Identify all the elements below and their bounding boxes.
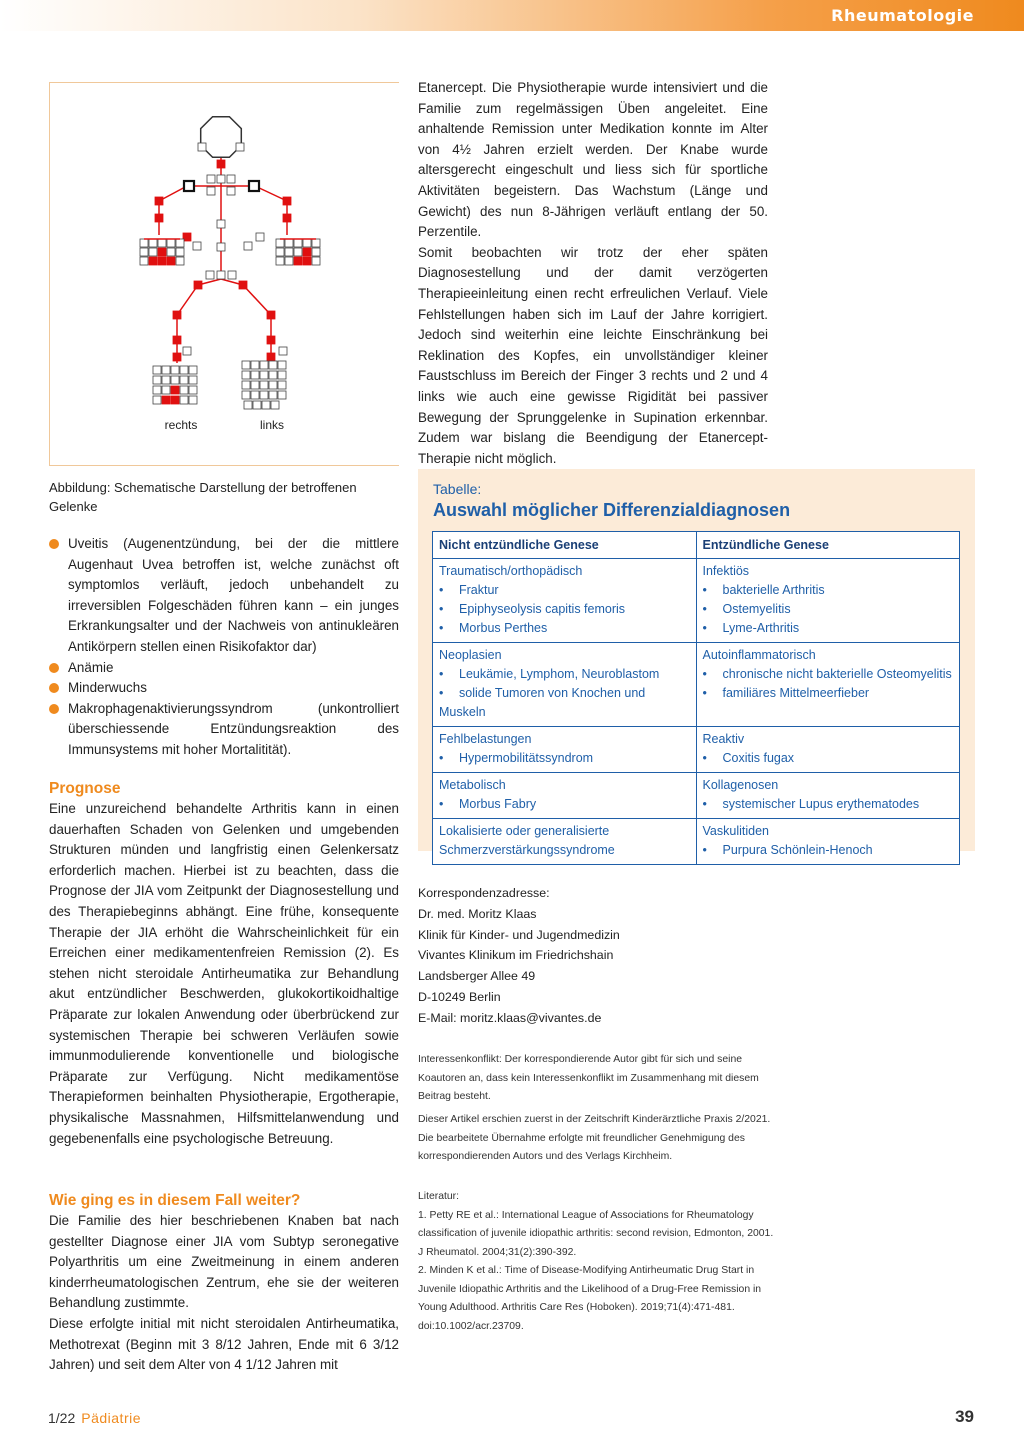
joint <box>285 248 293 256</box>
bullet-dot-icon <box>49 539 59 549</box>
list-item: Uveitis (Augenentzündung, bei der die mittlere Augenhaut Uvea betroffen ist, welche zunächst oft symptomlos verläuft, jedoch unbehandelt zu irreversiblen Folgeschäden führen kann – ein junges Erkrankungsalter und der Nachweis von antinukleären Antikörpern stellen einen Risikofaktor dar) <box>49 534 399 658</box>
table-cell <box>433 773 697 819</box>
joint <box>279 347 287 355</box>
table-cell <box>433 819 697 865</box>
joint <box>244 242 252 250</box>
shoulder-joint <box>249 181 259 191</box>
joint <box>244 401 252 409</box>
joint <box>278 371 286 379</box>
joint <box>206 271 214 279</box>
bullet-icon: • <box>439 751 444 765</box>
affected-joint <box>167 257 175 265</box>
joint <box>260 361 268 369</box>
joint <box>207 175 215 183</box>
category-title: Neoplasien <box>439 648 502 662</box>
joint <box>242 381 250 389</box>
joint <box>189 386 197 394</box>
joint <box>153 366 161 374</box>
joint <box>189 396 197 404</box>
address-line: D-10249 Berlin <box>418 989 501 1004</box>
affected-joint <box>283 197 291 205</box>
bullet-icon: • <box>439 583 444 597</box>
case-paragraph: Diese erfolgte initial mit nicht steroidalen Antirheumatika, Methotrexat (Beginn mit 3 8/12 Jahren, Ende mit 6 3/12 Jahren) und seit dem Alter von 4 1/12 Jahren mit <box>49 1315 399 1373</box>
bullet-icon: • <box>702 667 707 681</box>
table-cell <box>433 727 697 773</box>
page-number: 39 <box>955 1407 974 1426</box>
joint <box>153 386 161 394</box>
joint <box>180 366 188 374</box>
table-body <box>433 559 960 865</box>
table-cell <box>433 559 697 643</box>
joint <box>260 391 268 399</box>
joint <box>158 239 166 247</box>
diagnosis-item: • Lyme-Arthritis <box>703 619 954 638</box>
case-section <box>49 1191 399 1376</box>
joint <box>236 143 244 151</box>
joint-diagram <box>50 83 400 467</box>
joint <box>285 239 293 247</box>
joint <box>180 376 188 384</box>
category-title: Kollagenosen <box>702 778 779 792</box>
label-links: links <box>259 418 285 432</box>
joint <box>285 257 293 265</box>
joint <box>271 401 279 409</box>
joint <box>276 248 284 256</box>
joint <box>262 401 270 409</box>
joint <box>183 347 191 355</box>
joint <box>140 239 148 247</box>
bullet-icon: • <box>702 843 707 857</box>
bullet-dot-icon <box>49 683 59 693</box>
table-cell <box>433 643 697 727</box>
joint <box>189 366 197 374</box>
correspondence-block <box>418 883 778 1029</box>
joint <box>176 239 184 247</box>
category-title: Fehlbelastungen <box>439 732 532 746</box>
joint <box>162 376 170 384</box>
bone-line <box>243 285 271 315</box>
case-paragraph: Die Familie des hier beschriebenen Knaben bat nach gestellter Diagnose einer JIA vom Subtyp seronegative Polyarthritis um eine Zweitmeinung in einem anderen kinderrheumatologischen Zentrum, ehe sie der weiteren Behandlung zustimmte. <box>49 1213 399 1311</box>
joint <box>167 248 175 256</box>
joint <box>176 248 184 256</box>
affected-joint <box>239 281 247 289</box>
joint <box>242 391 250 399</box>
table-row <box>433 559 960 643</box>
diagnosis-item: • solide Tumoren von Knochen und Muskeln <box>439 686 646 719</box>
address-line: Klinik für Kinder- und Jugendmedizin <box>418 927 620 942</box>
address-line: Dr. med. Moritz Klaas <box>418 906 537 921</box>
table-title: Auswahl möglicher Differenzialdiagnosen <box>433 500 791 520</box>
bullet-icon: • <box>439 602 444 616</box>
table-header-row <box>433 532 960 559</box>
joint <box>217 175 225 183</box>
joint <box>227 187 235 195</box>
literature-item: 1. Petty RE et al.: International League of Associations for Rheumatology classification of juvenile idiopathic arthritis: second revision, Edmonton, 2001. J Rheumatol. 2004;31(2):390-392. <box>418 1209 774 1258</box>
diagnosis-item: • Leukämie, Lymphom, Neuroblastom <box>439 665 690 684</box>
table-cell <box>696 773 960 819</box>
table-cell <box>696 819 960 865</box>
origin-statement: Dieser Artikel erschien zuerst in der Zeitschrift Kinderärztliche Praxis 2/2021. Die bearbeitete Übernahme erfolgte mit freundlicher Genehmigung des korrespondierenden Autors und des Verlags Kirchheim. <box>418 1114 771 1162</box>
figure-caption: Abbildung: Schematische Darstellung der betroffenen Gelenke <box>49 480 357 514</box>
joint <box>228 271 236 279</box>
joint <box>242 371 250 379</box>
joint <box>278 391 286 399</box>
joint <box>176 257 184 265</box>
affected-joint <box>155 214 163 222</box>
joint <box>193 242 201 250</box>
joint <box>278 361 286 369</box>
bullet-icon: • <box>439 621 444 635</box>
diagnosis-item: • Morbus Fabry <box>439 795 690 814</box>
issue-number: 1/22 <box>48 1410 76 1426</box>
table-kicker: Tabelle: <box>433 481 482 497</box>
bullet-icon: • <box>702 621 707 635</box>
shoulder-joint <box>184 181 194 191</box>
diagnosis-item: • systemischer Lupus erythematodes <box>703 795 954 814</box>
bullet-icon: • <box>702 602 707 616</box>
differential-diagnosis-table <box>432 531 960 865</box>
footer-issue <box>48 1410 141 1426</box>
affected-joint <box>267 311 275 319</box>
affected-joint <box>158 257 166 265</box>
joint <box>269 371 277 379</box>
table-row <box>433 727 960 773</box>
case-heading: Wie ging es in diesem Fall weiter? <box>49 1192 301 1209</box>
body-paragraph: Somit beobachten wir trotz der eher späten Diagnosestellung und der damit verzögerten Therapieeinleitung einen recht erfreulichen Verlauf. Viele Fehlstellungen haben sich im Lauf der Jahre korrigiert. Jedoch sind weiterhin eine leichte Einschränkung bei Reklination des Kopfes, ein unvollständiger kleiner Faustschluss im Bereich der Finger 3 rechts und 2 und 4 links wie auch eine gewisse Rigidität bei passiver Bewegung der Sprunggelenke in Supination erkennbar. Zudem war bislang die Beendigung der Etanercept-Therapie nicht möglich. <box>418 244 768 466</box>
affected-joint <box>303 248 311 256</box>
category-title: Vaskulitiden <box>702 824 769 838</box>
case-continuation <box>418 78 768 469</box>
correspondence-heading: Korrespondenzadresse: <box>418 886 550 900</box>
body-paragraph: Etanercept. Die Physiotherapie wurde intensiviert und die Familie zum regelmässigen Üben angeleitet. Eine anhaltende Remission unter Medikation konnte im Alter von 4½ Jahren erzielt werden. Der Knabe wurde altersgerecht eingeschult und liess sich für sportliche Aktivitäten begeistern. Das Wachstum (Länge und Gewicht) des nun 8-Jährigen verläuft entlang der 50. Perzentile. <box>418 80 768 240</box>
bullet-icon: • <box>702 686 707 700</box>
prognose-text: Eine unzureichend behandelte Arthritis kann in einen dauerhaften Schaden von Gelenken und umgebenden Strukturen münden und langfristig einen Gelenkersatz erforderlich machen. Hierbei ist zu beachten, dass die Prognose der JIA vom Zeitpunkt der Diagnosestellung und des Therapiebeginns abhängt. Eine frühe, konsequente Therapie der JIA erhöht die Wahrscheinlichkeit für ein Erreichen einer medikamentenfreien Remission (2). Es stehen nicht steroidale Antirheumatika zur Behandlung akut entzündlicher Beschwerden, glukokortikoidhaltige Präparate zur lokalen Anwendung oder überbrückend zur systemischen Therapie bei schweren Verläufen sowie immunmodulierende konventionelle und biologische Präparate zur Verfügung. Nicht medikamentöse Therapieformen beinhalten Physiotherapie, Ergotherapie, physikalische Massnahmen, Hilfsmittelanwendung und gegebenenfalls eine psychologische Betreuung. <box>49 801 399 1146</box>
diagnosis-item: • Morbus Perthes <box>439 619 690 638</box>
affected-joint <box>267 336 275 344</box>
joint <box>260 381 268 389</box>
joint <box>149 239 157 247</box>
table-row <box>433 819 960 865</box>
table-cell <box>696 727 960 773</box>
joint <box>227 175 235 183</box>
bullet-icon: • <box>702 583 707 597</box>
diagnosis-item: • chronische nicht bakterielle Osteomyelitis <box>703 665 954 684</box>
affected-joint <box>194 281 202 289</box>
bullet-dot-icon <box>49 663 59 673</box>
affected-joint <box>149 257 157 265</box>
joint <box>276 257 284 265</box>
joint <box>276 239 284 247</box>
affected-joint <box>283 214 291 222</box>
affected-joint <box>294 257 302 265</box>
joint-figure <box>49 82 399 466</box>
table-row <box>433 643 960 727</box>
joint <box>162 386 170 394</box>
literature-heading: Literatur: <box>418 1191 460 1202</box>
diagnosis-item: • familiäres Mittelmeerfieber <box>703 684 954 703</box>
table-cell <box>696 643 960 727</box>
affected-joint <box>217 160 225 168</box>
joint <box>312 239 320 247</box>
joint <box>189 376 197 384</box>
joint <box>253 401 261 409</box>
affected-joint <box>267 353 275 361</box>
joint <box>269 391 277 399</box>
conflict-statement: Interessenkonflikt: Der korrespondierende Autor gibt für sich und seine Koautoren an, dass kein Interessenkonflikt im Zusammenhang mit diesem Beitrag besteht. <box>418 1054 759 1102</box>
list-item: Makrophagenaktivierungssyndrom (unkontrolliert überschiessende Entzündungsreaktion des Immunsystems mit hoher Mortalitität). <box>49 699 399 761</box>
bullet-dot-icon <box>49 704 59 714</box>
diagnosis-item: • bakterielle Arthritis <box>703 581 954 600</box>
affected-joint <box>171 386 179 394</box>
joint <box>217 220 225 228</box>
magazine-name: Pädiatrie <box>81 1410 142 1426</box>
bullet-icon: • <box>439 667 444 681</box>
diagnosis-item: • Fraktur <box>439 581 690 600</box>
joint <box>207 187 215 195</box>
section-title: Rheumatologie <box>831 6 974 25</box>
category-title: Traumatisch/orthopädisch <box>439 564 583 578</box>
joint <box>242 361 250 369</box>
bullet-icon: • <box>702 751 707 765</box>
joint <box>167 239 175 247</box>
literature-item: 2. Minden K et al.: Time of Disease-Modifying Antirheumatic Drug Start in Juvenile Idiopathic Arthritis and the Likelihood of a Drug-Free Remission in Young Adulthood. Arthritis Care Res (Hoboken). 2019;71(4):471-481. doi:10.1002/acr.23709. <box>418 1265 762 1332</box>
joint <box>312 248 320 256</box>
joint <box>251 361 259 369</box>
joint <box>180 396 188 404</box>
joint <box>251 391 259 399</box>
joint <box>217 271 225 279</box>
affected-joint <box>171 396 179 404</box>
joint <box>153 376 161 384</box>
complication-list <box>49 534 399 761</box>
literature-block <box>418 1188 778 1336</box>
category-title: Infektiös <box>702 564 750 578</box>
category-title: Autoinflammatorisch <box>702 648 816 662</box>
address-line: Landsberger Allee 49 <box>418 969 536 984</box>
joint <box>153 396 161 404</box>
table-row <box>433 773 960 819</box>
differential-diagnosis-panel <box>418 469 975 857</box>
label-rechts: rechts <box>164 418 198 432</box>
list-item: Minderwuchs <box>49 678 399 699</box>
joint <box>149 248 157 256</box>
affected-joint <box>173 336 181 344</box>
affected-joint <box>155 197 163 205</box>
bone-line <box>177 285 198 315</box>
prognose-heading: Prognose <box>49 780 121 797</box>
joint <box>140 257 148 265</box>
joint <box>217 243 225 251</box>
affected-joint <box>158 248 166 256</box>
joint <box>162 366 170 374</box>
bullet-icon: • <box>439 686 444 700</box>
affected-joint <box>173 311 181 319</box>
category-title: Metabolisch <box>439 778 506 792</box>
bullet-icon: • <box>439 797 444 811</box>
joint <box>171 376 179 384</box>
category-title: Lokalisierte oder generalisierte Schmerzverstärkungssyndrome <box>439 824 615 857</box>
joint <box>294 239 302 247</box>
bullet-icon: • <box>702 797 707 811</box>
joint <box>251 371 259 379</box>
joint <box>312 257 320 265</box>
list-item: Anämie <box>49 658 399 679</box>
joint <box>256 233 264 241</box>
prognose-section <box>49 779 399 1149</box>
joint <box>140 248 148 256</box>
diagnosis-item: • Purpura Schönlein-Henoch <box>703 841 954 860</box>
joint <box>180 386 188 394</box>
affected-joint <box>303 257 311 265</box>
joint <box>294 248 302 256</box>
affected-joint <box>173 353 181 361</box>
joint <box>171 366 179 374</box>
email-line: E-Mail: moritz.klaas@vivantes.de <box>418 1010 602 1025</box>
joint <box>269 381 277 389</box>
diagnosis-item: • Hypermobilitätssyndrom <box>439 749 690 768</box>
head-shape <box>201 117 242 158</box>
joint <box>278 381 286 389</box>
diagnosis-item: • Coxitis fugax <box>703 749 954 768</box>
joint <box>198 143 206 151</box>
column-header: Nicht entzündliche Genese <box>433 532 697 559</box>
category-title: Reaktiv <box>702 732 745 746</box>
address-line: Vivantes Klinikum im Friedrichshain <box>418 948 614 963</box>
joint <box>260 371 268 379</box>
affected-joint <box>162 396 170 404</box>
column-header: Entzündliche Genese <box>696 532 960 559</box>
table-cell <box>696 559 960 643</box>
joint <box>303 239 311 247</box>
diagnosis-item: • Ostemyelitis <box>703 600 954 619</box>
joint <box>269 361 277 369</box>
joint <box>251 381 259 389</box>
diagnosis-item: • Epiphyseolysis capitis femoris <box>439 600 690 619</box>
